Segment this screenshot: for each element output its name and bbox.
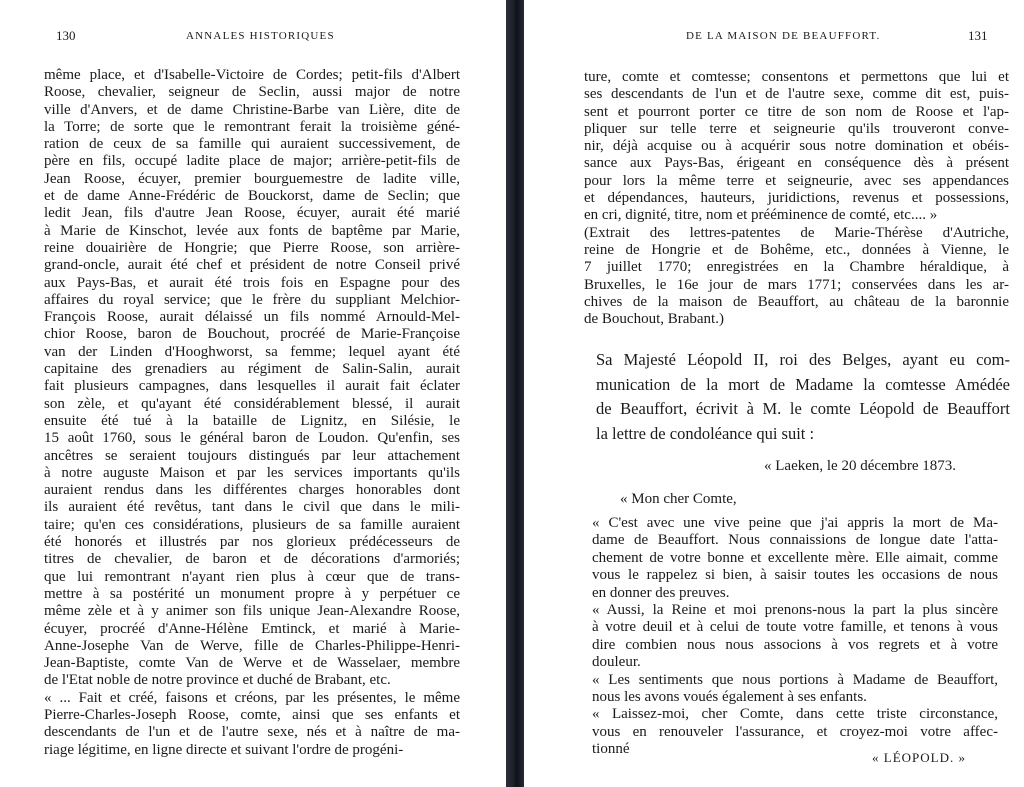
text-line: de Beauffort, écrivit à M. le comte Léopold de Beauffort [596, 399, 1010, 418]
text-line: munication de la mort de Madame la comtesse Amédée [596, 374, 1010, 394]
text-line: père en fils, occupé ladite place de major; arrière-petit-fils de [44, 153, 460, 170]
text-line: François Roose, aurait délaissé un fils nommé Arnould-Mel- [44, 309, 460, 326]
text-line: dire combien nous nous associons à vos regrets et à votre [592, 636, 998, 653]
text-line: « Les sentiments que nous portions à Madame de Beauffort, [592, 671, 998, 688]
text-line: même place, et d'Isabelle-Victoire de Cordes; petit-fils d'Albert [44, 67, 460, 83]
text-line: Pierre-Charles-Joseph Roose, comte, ainsi que ses enfants et [44, 706, 460, 723]
text-line: sance aux Pays-Bas, érigeant en conséquence dès à présent [584, 155, 1009, 172]
text-line: été honorés et illustrés par nos glorieux prédécesseurs de [44, 534, 460, 551]
royal-paragraph [596, 348, 1010, 446]
text-line: Anne-Josephe Van de Werve, fille de Charles-Philippe-Henri- [44, 637, 460, 654]
text-line: de l'Etat noble de notre province et duché de Brabant, etc. [44, 672, 391, 689]
text-line: et de dame Anne-Frédéric de Bouckorst, dame de Seclin; que [44, 188, 460, 205]
text-line: 7 juillet 1770; enregistrées en la Chambre héraldique, à [584, 259, 1009, 276]
text-line: vous le rappelez si bien, à saisir toutes les occasions de nous [592, 567, 998, 584]
text-line: ture, comte et comtesse; consentons et permettons que lui et [584, 69, 1009, 85]
text-line: reine de Hongrie et de Bohême, etc., données à Vienne, le [584, 241, 1009, 258]
text-line: chement de votre bonne et excellente mère. Elle aimait, comme [592, 549, 998, 566]
left-page [0, 0, 506, 787]
text-line: en cri, dignité, titre, nom et prééminence de comté, etc.... » [584, 207, 938, 224]
text-line: ledit Jean, fils d'autre Jean Roose, écuyer, aurait été marié [44, 205, 460, 222]
text-line: même zèle et à y animer son fils unique Jean-Alexandre Roose, [44, 603, 460, 620]
text-line: pour lors la même terre et seigneurie, avec ses appendances [584, 172, 1009, 189]
text-line: Jean Roose, écuyer, premier bourguemestre de ladite ville, [44, 170, 460, 187]
text-line: aux Pays-Bas, et aurait été trois fois en Espagne pour des [44, 274, 460, 291]
text-line: grand-oncle, aurait été chef et président de notre Conseil privé [44, 257, 460, 274]
text-line: Bruxelles, le 16e jour de mars 1771; conservées dans les ar- [584, 276, 1009, 293]
text-line: van der Linden d'Hooghworst, sa femme; lequel ayant été [44, 343, 460, 360]
letter-date: « Laeken, le 20 décembre 1873. [764, 458, 957, 474]
text-line: descendants de l'un et de l'autre sexe, nés et à naître de ma- [44, 724, 460, 741]
text-line: que lui remontrant n'ayant rien plus à cœur que de trans- [44, 568, 460, 585]
text-line: ville d'Anvers, et de dame Christine-Barbe van Lière, dite de [44, 101, 460, 118]
text-line: « C'est avec une vive peine que j'ai appris la mort de Ma- [592, 515, 998, 531]
text-line: douleur. [592, 654, 641, 671]
text-line: en donner des preuves. [592, 584, 730, 601]
text-line: Jean-Baptiste, comte Van de Werve et de Wasselaer, membre [44, 655, 460, 672]
text-line: de Bouchout, Brabant.) [584, 311, 724, 328]
text-line: ensuite été tué à la bataille de Lignitz, en Silésie, le [44, 412, 460, 429]
text-line: sent et pourront porter ce titre de son nom de Roose et l'ap- [584, 103, 1009, 120]
text-line: « Aussi, la Reine et moi prenons-nous la part la plus sincère [592, 601, 998, 618]
text-line: à Marie de Kinschot, levée aux fonts de baptême par Marie, [44, 222, 460, 239]
text-line: la Torre; de sorte que le remontrant ferait la troisième géné- [44, 118, 460, 135]
text-line: la lettre de condoléance qui suit : [596, 423, 815, 443]
left-body-text [44, 67, 460, 759]
text-line: auraient rendus dans les différentes charges honorables dont [44, 482, 460, 499]
page-number-left: 130 [56, 28, 76, 43]
letter-salutation: « Mon cher Comte, [620, 491, 737, 507]
text-line: Roose, chevalier, seigneur de Seclin, aussi major de notre [44, 84, 460, 101]
text-line: affaires du royal service; que le frère du suppliant Melchior- [44, 291, 460, 308]
text-line: chior Roose, baron de Bouchout, procréé de Marie-Françoise [44, 326, 460, 343]
page-number-right: 131 [968, 28, 988, 43]
text-line: son zèle, et qu'ayant été considérablement blessé, il aurait [44, 395, 460, 412]
text-line: tionné [592, 741, 630, 758]
text-line: ration de ceux de sa famille qui auraient successivement, de [44, 136, 460, 153]
text-line: et dépendances, hauteurs, juridictions, revenus et possessions, [584, 190, 1009, 207]
letter-body [592, 515, 998, 758]
text-line: ses descendants de l'un et de l'autre sexe, comme dit est, puis- [584, 86, 1009, 103]
text-line: riage légitime, en ligne directe et suivant l'ordre de progéni- [44, 741, 404, 758]
text-line: vous en renouveler l'assurance, et croyez-moi votre affec- [592, 723, 998, 740]
text-line: mettre à sa postérité un monument propre à y perpétuer ce [44, 585, 460, 602]
text-line: à notre auguste Maison et par les services importants qu'ils [44, 464, 460, 481]
book-spine [506, 0, 524, 787]
text-line: capitaine des grenadiers au régiment de Salin-Salin, aurait [44, 361, 460, 378]
text-line: à votre deuil et à celui de toute votre famille, et tenons à vous [592, 619, 998, 636]
text-line: reine douairière de Hongrie; que Pierre Roose, son arrière- [44, 239, 460, 256]
letter-signature: « LÉOPOLD. » [872, 750, 966, 765]
text-line: nir, déjà acquise ou à acquérir sous notre domination et obéis- [584, 138, 1009, 155]
text-line: (Extrait des lettres-patentes de Marie-Thérèse d'Autriche, [584, 224, 1009, 241]
right-page [524, 0, 1024, 787]
text-line: ancêtres se seraient toujours distingués par leur attachement [44, 447, 460, 464]
text-line: pliquer sur telle terre et seigneurie qu'ils trouveront conve- [584, 120, 1009, 137]
text-line: Sa Majesté Léopold II, roi des Belges, ayant eu com- [596, 350, 1010, 369]
text-line: chives de la maison de Beauffort, au château de la baronnie [584, 293, 1009, 310]
text-line: fait plusieurs campagnes, dans lesquelles il aurait fait éclater [44, 378, 460, 395]
text-line: « ... Fait et créé, faisons et créons, par les présentes, le même [44, 689, 460, 706]
text-line: titres de chevalier, de baron et de décorations d'armoriés; [44, 551, 460, 568]
text-line: dame de Beauffort. Nous connaissions de longue date l'atta- [592, 532, 998, 549]
running-header-right: DE LA MAISON DE BEAUFFORT. [686, 30, 881, 42]
text-line: ils auraient été revêtus, tant dans le civil que dans le mili- [44, 499, 460, 516]
text-line: nous les avons voués également à ses enfants. [592, 688, 867, 705]
right-body-text [584, 69, 1009, 328]
text-line: « Laissez-moi, cher Comte, dans cette triste circonstance, [592, 706, 998, 723]
text-line: taire; qu'en ces considérations, plusieurs de sa famille auraient [44, 516, 460, 533]
text-line: écuyer, procréé d'Anne-Hélène Emtinck, et marié à Marie- [44, 620, 460, 637]
running-header-left: ANNALES HISTORIQUES [186, 30, 335, 42]
text-line: 15 août 1760, sous le général baron de Loudon. Qu'enfin, ses [44, 430, 460, 447]
